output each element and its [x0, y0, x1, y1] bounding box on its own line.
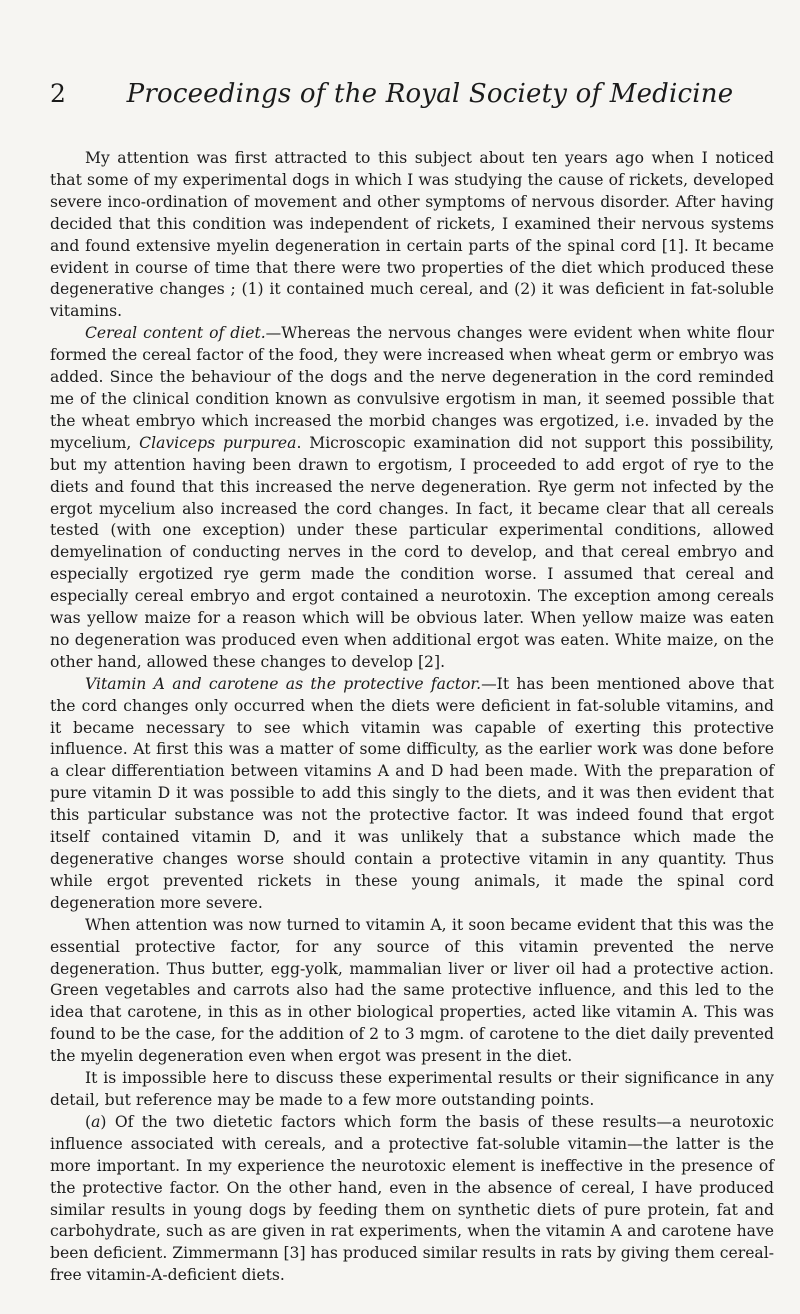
paragraph-text: Of the two dietetic factors which form the basis of these results—a neurotoxic influence associated with cereals, and a protective fat-soluble vitamin—the latter is the more important. In my experience the neurotoxic element is ineffective in the presence of the protective factor. On the other hand, even in the absence of cereal, I have produced similar results in young dogs by feeding them on synthetic diets of pure protein, fat and carbohydrate, such as are given in rat experiments, when the vitamin A and carotene have been deficient. Zimmermann [3] has produced similar results in rats by giving them cereal-free vitamin-A-deficient diets. — [50, 1112, 774, 1285]
species-name: Claviceps purpurea — [139, 433, 297, 452]
paragraph-cereal-content — [50, 323, 774, 674]
article-body — [50, 148, 774, 1287]
paragraph-text: —Whereas the nervous changes were evident when white flour formed the cereal factor of the food, they were increased when wheat germ or embryo was added. Since the behaviour of the dogs and the nerve degeneration in the cord reminded me of the clinical condition known as convulsive ergotism in man, it seemed possible that the wheat embryo which increased the morbid changes was ergotized, i.e. invaded by the mycelium, — [50, 324, 774, 452]
paragraph-discussion — [50, 1068, 774, 1112]
paragraph-text: It is impossible here to discuss these experimental results or their significance in any detail, but reference may be made to a few more outstanding points. — [50, 1069, 774, 1109]
paragraph-point-a — [50, 1112, 774, 1287]
section-heading-vitamin-a: Vitamin A and carotene as the protective factor. — [85, 674, 482, 693]
journal-title: Proceedings of the Royal Society of Medicine — [126, 79, 734, 109]
point-label-close: ) — [100, 1112, 107, 1131]
paragraph-text: —It has been mentioned above that the cord changes only occurred when the diets were deficient in fat-soluble vitamins, and it became necessary to see which vitamin was capable of exerting this protective influence. At first this was a matter of some difficulty, as the earlier work was done before a clear differentiation between vitamins A and D had been made. With the preparation of pure vitamin D it was possible to add this singly to the diets, and it was then evident that this particular substance was not the protective factor. It was indeed found that ergot itself contained vitamin D, and it was unlikely that a substance which made the degenerative changes worse should contain a protective vitamin in any quantity. Thus while ergot prevented rickets in these young animals, it made the spinal cord degeneration more severe. — [50, 674, 774, 912]
paragraph-vitamin-a-evidence — [50, 915, 774, 1068]
paragraph-text: My attention was first attracted to this subject about ten years ago when I noticed that some of my experimental dogs in which I was studying the cause of rickets, developed severe inco-ordination of movement and other symptoms of nervous disorder. After having decided that this condition was independent of rickets, I examined their nervous systems and found extensive myelin degeneration in certain parts of the spinal cord [1]. It became evident in course of time that there were two properties of the diet which produced these degenerative changes ; (1) it contained much cereal, and (2) it was deficient in fat-soluble vitamins. — [50, 149, 774, 321]
paragraph-introduction — [50, 148, 774, 323]
paragraph-text-continued: . Microscopic examination did not support this possibility, but my attention having been drawn to ergotism, I proceeded to add ergot of rye to the diets and found that this increased the nerve degeneration. Rye germ not infected by the ergot mycelium also increased the cord changes. In fact, it became clear that all cereals tested (with one exception) under these particular experimental conditions, allowed demyelination of conducting nerves in the cord to develop, and that cereal embryo and especially ergotized rye germ made the condition worse. I assumed that cereal and especially cereal embryo and ergot contained a neurotoxin. The exception among cereals was yellow maize for a reason which will be obvious later. When yellow maize was eaten no degeneration was produced even when additional ergot was eaten. White maize, on the other hand, allowed these changes to develop [2]. — [50, 433, 775, 671]
page-number: 2 — [50, 79, 66, 108]
running-header — [0, 78, 800, 118]
paragraph-text: When attention was now turned to vitamin A, it soon became evident that this was the essential protective factor, for any source of this vitamin prevented the nerve degeneration. Thus butter, egg-yolk, mammalian liver or liver oil had a protective action. Green vegetables and carrots also had the same protective influence, and this led to the idea that carotene, in this as in other biological properties, acted like vitamin A. This was found to be the case, for the addition of 2 to 3 mgm. of carotene to the diet daily prevented the myelin degeneration even when ergot was present in the diet. — [50, 915, 774, 1066]
point-label: a — [91, 1112, 101, 1131]
paragraph-vitamin-a — [50, 674, 774, 915]
point-label-open: ( — [85, 1112, 92, 1131]
section-heading-cereal-content: Cereal content of diet. — [85, 324, 266, 343]
